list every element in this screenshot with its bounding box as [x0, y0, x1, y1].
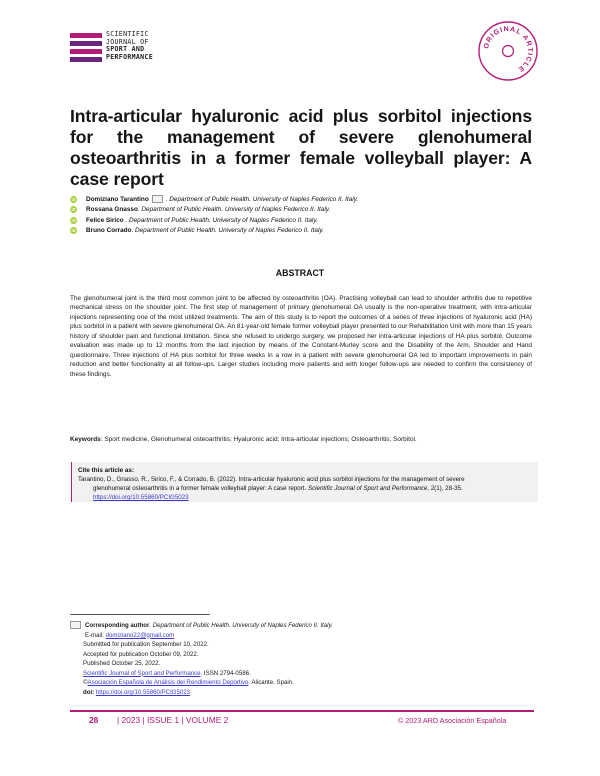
logo-line: PERFORMANCE: [106, 52, 153, 61]
orcid-icon[interactable]: iD: [71, 196, 76, 202]
abstract-body: The glenohumeral joint is the third most common joint to be affected by osteoarthritis (OA). Practising volleyball can lead to shoulder arthritis due to repetitive mechanical stress on the shoulder joint. The first step of management of primary glenohumeral OA usually is the non-operative treatment, with intra-articular injections representing one of the most utilized treatments. The aim of this study is to report the outcomes of a series of three injections of hyaluronic acid (HA) plus sorbitol in a patient with severe glenohumeral OA. An 81-year-old female former volleyball player presented to our Rehabilitation Unit with more than 15 years history of shoulder pain and functional limitation. Since she refused to undergo surgery, we proposed her intra-articular injections of HA plus sorbitol. Outcome evaluation was made up to 12 months from the last injection by means of the Constant-Murley score and the Disability of the Arm, Shoulder and Hand questionnaire. Three injections of HA plus sorbitol for three weeks in a row in a patient with severe glenohumeral OA led to important improvements in pain reduction and better functionality at all follow-ups. Larger studies including more patients and with longer follow-ups are needed to confirm the consistency of these findings.: [70, 295, 532, 378]
issue-info: | 2023 | ISSUE 1 | VOLUME 2: [117, 715, 229, 725]
author-affiliation: Department of Public Health. University of Naples Federico II. Italy.: [135, 227, 324, 235]
author-entry: [70, 205, 530, 215]
author-entry: [70, 195, 530, 205]
author-name: Domiziano Tarantino: [86, 196, 149, 203]
corresponding-author: [70, 621, 510, 631]
footnote-rule: [70, 614, 210, 615]
mail-icon: [70, 621, 81, 629]
cite-label: Cite this article as:: [78, 467, 134, 474]
author-separator: .: [123, 216, 129, 224]
email-link[interactable]: domiziano22@gmail.com: [105, 631, 175, 639]
page-number: 28: [89, 715, 99, 725]
cite-line: glenohumeral osteoarthritis in a former female volleyball player: A case report.: [93, 485, 308, 492]
author-affiliation: Department of Public Health. University of Naples Federico II. Italy.: [169, 196, 359, 203]
logo-line: SCIENTIFIC: [106, 30, 149, 38]
author-entry: [70, 226, 530, 236]
cite-box: [71, 462, 538, 502]
journal-logo-text: [106, 31, 153, 61]
keywords-list: : Sport medicine, Glenohumeral osteoarthritis; Hyaluronic acid; Intra-articular injections; Osteoarthritis; Sorbitol.: [100, 436, 417, 443]
accepted-date: Accepted for publication October 09, 2022.: [83, 650, 199, 658]
author-name: Bruno Corrado: [86, 227, 132, 235]
mail-icon[interactable]: [152, 195, 163, 203]
article-title: Intra-articular hyaluronic acid plus sorbitol injections for the management of severe glenohumeral osteoarthritis in a former female volleyball player: A case report: [70, 106, 532, 189]
footer-rule: [70, 710, 534, 712]
corresponding-label: Corresponding author: [85, 622, 150, 629]
keywords-label: Keywords: [70, 436, 101, 443]
doi-label: doi:: [83, 688, 96, 696]
logo-line: JOURNAL OF: [106, 37, 149, 46]
author-affiliation: Department of Public Health. University of Naples Federico II. Italy.: [128, 216, 318, 224]
logo-bar: [70, 49, 102, 54]
cite-doi-link[interactable]: https://doi.org/10.55860/PCIG5023: [93, 494, 189, 501]
abstract-heading: ABSTRACT: [275, 268, 325, 278]
keywords: [70, 435, 532, 444]
submitted-date: Submitted for publication September 10, 2022.: [83, 641, 209, 649]
logo-line: SPORT AND: [106, 45, 145, 54]
original-article-stamp: [477, 20, 539, 82]
logo-bar: [70, 57, 102, 62]
author-separator: .: [131, 227, 136, 235]
svg-text:ORIGINAL ARTICLE: [483, 26, 533, 73]
published-date: Published October 25, 2022.: [83, 660, 161, 668]
author-affiliation: Department of Public Health. University of Naples Federico II. Italy.: [141, 206, 331, 214]
cite-continuation: [78, 484, 538, 502]
email-row: [70, 631, 510, 641]
journal-link[interactable]: Scientific Journal of Sport and Performance: [83, 669, 201, 677]
cite-volume: , 2(1), 28-35.: [427, 485, 463, 492]
author-separator: .: [137, 206, 142, 214]
author-list: [70, 195, 530, 237]
footnote: [70, 621, 510, 697]
cite-line: Tarantino, D., Gnasso, R., Sirico, F., & Corrado, B. (2022). Intra-articular hyaluronic acid plus sorbitol injections for the management of severe: [78, 476, 465, 483]
doi-row: [70, 688, 510, 698]
association-link[interactable]: Asociación Española de Análisis del Rendimiento Deportivo: [87, 679, 249, 687]
publisher: [70, 678, 510, 688]
orcid-icon[interactable]: iD: [71, 207, 76, 213]
author-name: Felice Sirico: [86, 216, 124, 224]
author-entry: [70, 216, 530, 226]
logo-bar: [70, 41, 102, 46]
location: . Alicante. Spain.: [248, 679, 294, 687]
corresponding-affiliation: . Department of Public Health. University of Naples Federico II. Italy.: [149, 622, 333, 629]
doi-link[interactable]: https://doi.org/10.55860/PCIG5023: [95, 688, 191, 696]
copyright-symbol: ©: [83, 679, 88, 687]
footer-copyright: © 2023 ARD Asociación Española: [398, 716, 507, 725]
journal-issn: [70, 669, 510, 679]
logo-bar: [70, 33, 102, 38]
orcid-icon[interactable]: iD: [71, 217, 76, 223]
author-name: Rossana Gnasso: [86, 206, 138, 214]
author-separator: .: [165, 196, 170, 203]
cite-journal: Scientific Journal of Sport and Performance: [307, 485, 428, 492]
issn: . ISSN 2794-0586.: [200, 669, 251, 677]
cite-text: [78, 475, 538, 502]
stamp-text: ORIGINAL ARTICLE: [483, 25, 534, 74]
email-label: E-mail:: [85, 631, 106, 639]
orcid-icon[interactable]: iD: [71, 227, 76, 233]
